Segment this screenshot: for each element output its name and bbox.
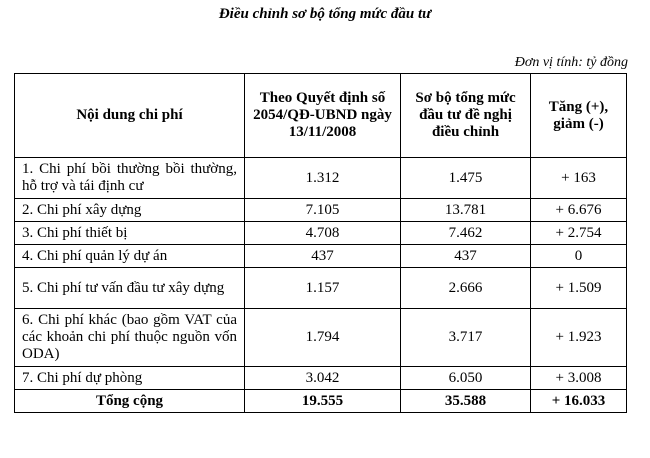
- row-decision: 1.157: [245, 268, 401, 309]
- table-row: [15, 309, 627, 367]
- row-change: + 3.008: [531, 367, 627, 390]
- unit-note: Đơn vị tính: tỷ đồng: [514, 55, 628, 70]
- total-decision: 19.555: [245, 390, 401, 413]
- row-decision: 4.708: [245, 222, 401, 245]
- header-change: Tăng (+), giảm (-): [531, 74, 627, 158]
- investment-adjustment-table: [14, 73, 627, 413]
- row-content: 6. Chi phí khác (bao gồm VAT của các khoản chi phí thuộc nguồn vốn ODA): [15, 309, 245, 367]
- row-decision: 3.042: [245, 367, 401, 390]
- row-content: 2. Chi phí xây dựng: [15, 199, 245, 222]
- table-row: [15, 268, 627, 309]
- row-proposed: 13.781: [401, 199, 531, 222]
- row-proposed: 3.717: [401, 309, 531, 367]
- row-proposed: 437: [401, 245, 531, 268]
- header-content: Nội dung chi phí: [15, 74, 245, 158]
- row-proposed: 6.050: [401, 367, 531, 390]
- total-label: Tổng cộng: [15, 390, 245, 413]
- table-row: [15, 222, 627, 245]
- header-proposed: Sơ bộ tổng mức đầu tư đề nghị điều chỉnh: [401, 74, 531, 158]
- header-decision: Theo Quyết định số 2054/QĐ-UBND ngày 13/11/2008: [245, 74, 401, 158]
- row-change: + 1.923: [531, 309, 627, 367]
- row-decision: 7.105: [245, 199, 401, 222]
- row-decision: 1.794: [245, 309, 401, 367]
- row-decision: 1.312: [245, 158, 401, 199]
- row-proposed: 2.666: [401, 268, 531, 309]
- row-content: 3. Chi phí thiết bị: [15, 222, 245, 245]
- row-content: 1. Chi phí bồi thường bồi thường, hỗ trợ và tái định cư: [15, 158, 245, 199]
- table-row: [15, 245, 627, 268]
- total-proposed: 35.588: [401, 390, 531, 413]
- row-content: 7. Chi phí dự phòng: [15, 367, 245, 390]
- row-decision: 437: [245, 245, 401, 268]
- row-change: + 163: [531, 158, 627, 199]
- row-proposed: 7.462: [401, 222, 531, 245]
- document-title: Điều chỉnh sơ bộ tổng mức đầu tư: [218, 6, 432, 22]
- table-header-row: [15, 74, 627, 158]
- row-content: 4. Chi phí quản lý dự án: [15, 245, 245, 268]
- row-change: + 1.509: [531, 268, 627, 309]
- table-row: [15, 367, 627, 390]
- total-row: [15, 390, 627, 413]
- table-row: [15, 158, 627, 199]
- row-change: 0: [531, 245, 627, 268]
- row-change: + 2.754: [531, 222, 627, 245]
- row-proposed: 1.475: [401, 158, 531, 199]
- row-content: 5. Chi phí tư vấn đầu tư xây dựng: [15, 268, 245, 309]
- table-row: [15, 199, 627, 222]
- row-change: + 6.676: [531, 199, 627, 222]
- total-change: + 16.033: [531, 390, 627, 413]
